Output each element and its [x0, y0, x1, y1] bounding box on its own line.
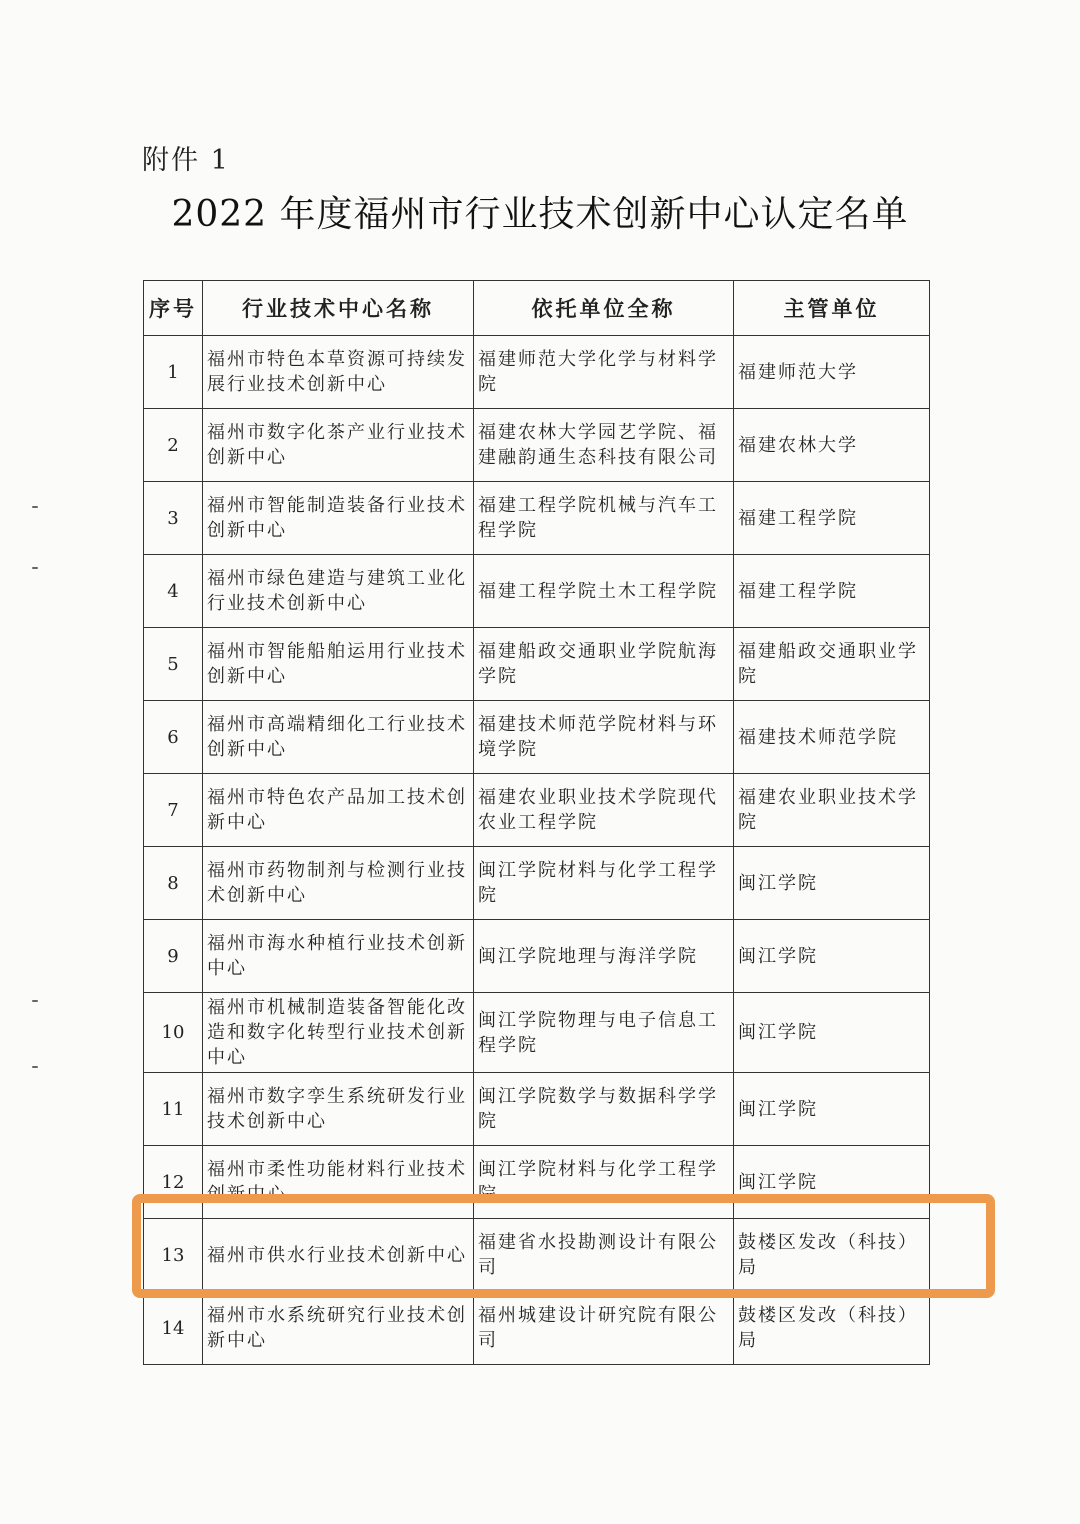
- host-unit: 福建船政交通职业学院航海学院: [474, 628, 734, 701]
- table-row: [144, 701, 930, 774]
- row-number: 12: [144, 1146, 203, 1219]
- table-row: [144, 847, 930, 920]
- row-number: 3: [144, 482, 203, 555]
- table-row: [144, 555, 930, 628]
- scan-mark: [32, 1000, 38, 1002]
- attachment-label: 附件 1: [142, 145, 230, 176]
- authority: 鼓楼区发改（科技）局: [734, 1292, 930, 1365]
- center-name: 福州市数字化茶产业行业技术创新中心: [203, 409, 474, 482]
- table-row: [144, 628, 930, 701]
- center-name: 福州市药物制剂与检测行业技术创新中心: [203, 847, 474, 920]
- column-header-authority: 主管单位: [734, 281, 930, 336]
- center-name: 福州市供水行业技术创新中心: [203, 1219, 474, 1292]
- table-row: [144, 920, 930, 993]
- host-unit: 福建省水投勘测设计有限公司: [474, 1219, 734, 1292]
- host-unit: 福建农业职业技术学院现代农业工程学院: [474, 774, 734, 847]
- table-row-highlighted: [144, 1219, 930, 1292]
- authority: 福建师范大学: [734, 336, 930, 409]
- host-unit: 福建农林大学园艺学院、福建融韵通生态科技有限公司: [474, 409, 734, 482]
- document-title: 2022 年度福州市行业技术创新中心认定名单: [171, 194, 909, 235]
- host-unit: 闽江学院地理与海洋学院: [474, 920, 734, 993]
- row-number: 2: [144, 409, 203, 482]
- authority: 闽江学院: [734, 847, 930, 920]
- column-header-no: 序号: [144, 281, 203, 336]
- host-unit: 闽江学院材料与化学工程学院: [474, 1146, 734, 1219]
- authority: 福建船政交通职业学院: [734, 628, 930, 701]
- column-header-unit: 依托单位全称: [474, 281, 734, 336]
- table-row: [144, 336, 930, 409]
- host-unit: 闽江学院材料与化学工程学院: [474, 847, 734, 920]
- table-row: [144, 1146, 930, 1219]
- authority: 福建农林大学: [734, 409, 930, 482]
- authority: 闽江学院: [734, 1146, 930, 1219]
- center-name: 福州市特色农产品加工技术创新中心: [203, 774, 474, 847]
- recognition-list-table: [143, 280, 930, 1365]
- center-name: 福州市海水种植行业技术创新中心: [203, 920, 474, 993]
- center-name: 福州市智能制造装备行业技术创新中心: [203, 482, 474, 555]
- row-number: 5: [144, 628, 203, 701]
- row-number: 11: [144, 1073, 203, 1146]
- center-name: 福州市特色本草资源可持续发展行业技术创新中心: [203, 336, 474, 409]
- authority: 福建工程学院: [734, 482, 930, 555]
- row-number: 4: [144, 555, 203, 628]
- host-unit: 福建工程学院机械与汽车工程学院: [474, 482, 734, 555]
- scan-mark: [32, 1066, 38, 1068]
- table-row: [144, 774, 930, 847]
- table-row: [144, 482, 930, 555]
- authority: 福建技术师范学院: [734, 701, 930, 774]
- row-number: 9: [144, 920, 203, 993]
- row-number: 7: [144, 774, 203, 847]
- center-name: 福州市高端精细化工行业技术创新中心: [203, 701, 474, 774]
- row-number: 8: [144, 847, 203, 920]
- center-name: 福州市水系统研究行业技术创新中心: [203, 1292, 474, 1365]
- authority: 闽江学院: [734, 920, 930, 993]
- column-header-center: 行业技术中心名称: [203, 281, 474, 336]
- authority: 福建农业职业技术学院: [734, 774, 930, 847]
- center-name: 福州市柔性功能材料行业技术创新中心: [203, 1146, 474, 1219]
- row-number: 10: [144, 993, 203, 1073]
- table-row: [144, 993, 930, 1073]
- authority: 闽江学院: [734, 1073, 930, 1146]
- center-name: 福州市绿色建造与建筑工业化行业技术创新中心: [203, 555, 474, 628]
- table-row: [144, 409, 930, 482]
- scan-mark: [32, 506, 38, 508]
- host-unit: 闽江学院数学与数据科学学院: [474, 1073, 734, 1146]
- table-header-row: [144, 281, 930, 336]
- row-number: 1: [144, 336, 203, 409]
- center-name: 福州市机械制造装备智能化改造和数字化转型行业技术创新中心: [203, 993, 474, 1073]
- row-number: 6: [144, 701, 203, 774]
- host-unit: 福建工程学院土木工程学院: [474, 555, 734, 628]
- authority: 闽江学院: [734, 993, 930, 1073]
- host-unit: 福建技术师范学院材料与环境学院: [474, 701, 734, 774]
- scan-mark: [32, 567, 38, 569]
- table-row: [144, 1292, 930, 1365]
- table-row: [144, 1073, 930, 1146]
- row-number: 14: [144, 1292, 203, 1365]
- center-name: 福州市数字孪生系统研发行业技术创新中心: [203, 1073, 474, 1146]
- authority: 鼓楼区发改（科技）局: [734, 1219, 930, 1292]
- host-unit: 闽江学院物理与电子信息工程学院: [474, 993, 734, 1073]
- row-number: 13: [144, 1219, 203, 1292]
- center-name: 福州市智能船舶运用行业技术创新中心: [203, 628, 474, 701]
- host-unit: 福州城建设计研究院有限公司: [474, 1292, 734, 1365]
- host-unit: 福建师范大学化学与材料学院: [474, 336, 734, 409]
- authority: 福建工程学院: [734, 555, 930, 628]
